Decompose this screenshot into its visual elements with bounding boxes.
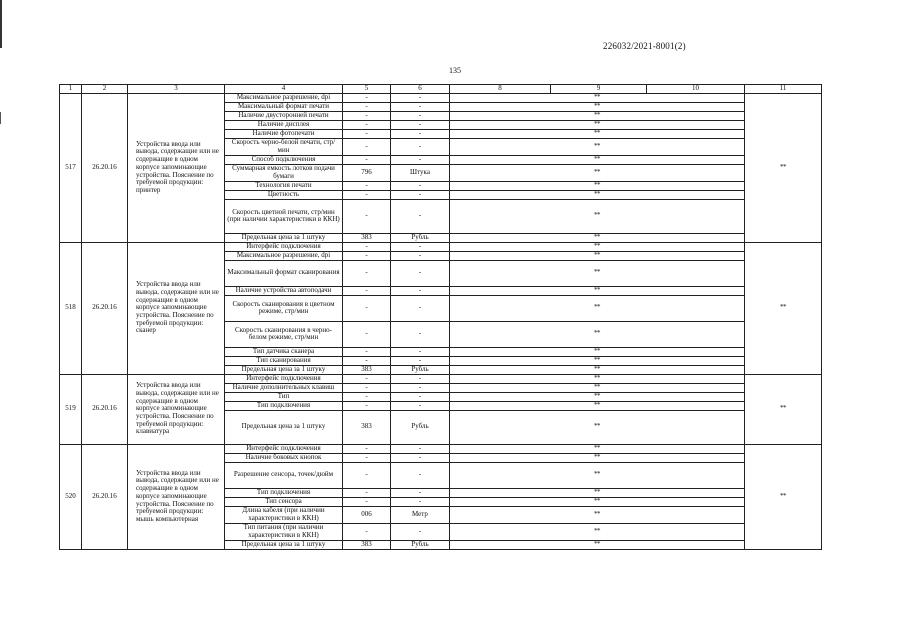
unit-code-cell: - xyxy=(343,129,391,138)
unit-code-cell: - xyxy=(343,260,391,286)
characteristic-cell: Длина кабеля (при наличии характеристики в ККН) xyxy=(225,506,343,523)
column-header: 9 xyxy=(551,85,647,94)
characteristic-cell: Скорость цветной печати, стр/мин (при наличии характеристики в ККН) xyxy=(225,199,343,233)
requirement-value-cell: ** xyxy=(450,129,745,138)
unit-code-cell: - xyxy=(343,138,391,155)
characteristic-cell: Цветность xyxy=(225,190,343,199)
product-name-cell: Устройства ввода или вывода, содержащие или не содержащие в одном корпусе запоминающие устройства. Пояснение по требуемой продукции: клавиатура xyxy=(128,374,225,444)
unit-name-cell: - xyxy=(391,102,450,111)
unit-code-cell: - xyxy=(343,181,391,190)
requirement-value-cell: ** xyxy=(450,374,745,383)
requirement-value-cell: ** xyxy=(450,356,745,365)
requirement-value-cell: ** xyxy=(450,488,745,497)
unit-name-cell: - xyxy=(391,242,450,251)
table-body xyxy=(60,93,822,549)
characteristic-cell: Интерфейс подключения xyxy=(225,242,343,251)
characteristic-cell: Скорость черно-белой печати, стр/мин xyxy=(225,138,343,155)
unit-name-cell: - xyxy=(391,401,450,410)
requirement-value-cell: ** xyxy=(450,190,745,199)
unit-code-cell: - xyxy=(343,102,391,111)
characteristic-cell: Скорость сканирования в черно-белом режиме, стр/мин xyxy=(225,321,343,347)
unit-code-cell: 383 xyxy=(343,233,391,242)
table-row xyxy=(60,242,822,251)
unit-name-cell: - xyxy=(391,190,450,199)
page-number: 135 xyxy=(449,66,461,75)
unit-code-cell: - xyxy=(343,497,391,506)
table-row xyxy=(60,374,822,383)
scan-edge-mark xyxy=(0,0,5,48)
column-header: 11 xyxy=(745,85,822,94)
requirement-value-cell: ** xyxy=(450,93,745,102)
unit-code-cell: - xyxy=(343,120,391,129)
position-number-cell: 520 xyxy=(60,444,82,549)
column-header: 2 xyxy=(82,85,128,94)
unit-name-cell: - xyxy=(391,155,450,164)
characteristic-cell: Тип сканирования xyxy=(225,356,343,365)
characteristic-cell: Максимальный формат печати xyxy=(225,102,343,111)
note-cell: ** xyxy=(745,93,822,242)
requirement-value-cell: ** xyxy=(450,181,745,190)
unit-name-cell: - xyxy=(391,356,450,365)
unit-name-cell: - xyxy=(391,120,450,129)
unit-code-cell: - xyxy=(343,155,391,164)
characteristic-cell: Максимальное разрешение, dpi xyxy=(225,93,343,102)
unit-name-cell: Рубль xyxy=(391,540,450,549)
unit-code-cell: - xyxy=(343,242,391,251)
characteristic-cell: Наличие двусторонней печати xyxy=(225,111,343,120)
requirement-value-cell: ** xyxy=(450,453,745,462)
unit-name-cell: - xyxy=(391,374,450,383)
unit-code-cell: - xyxy=(343,347,391,356)
requirement-value-cell: ** xyxy=(450,506,745,523)
characteristic-cell: Наличие дополнительных клавиш xyxy=(225,383,343,392)
characteristic-cell: Наличие боковых кнопок xyxy=(225,453,343,462)
characteristic-cell: Тип питания (при наличии характеристики в ККН) xyxy=(225,523,343,540)
characteristic-cell: Тип xyxy=(225,392,343,401)
unit-code-cell: - xyxy=(343,321,391,347)
note-cell: ** xyxy=(745,242,822,374)
note-cell: ** xyxy=(745,374,822,444)
position-number-cell: 518 xyxy=(60,242,82,374)
requirement-value-cell: ** xyxy=(450,233,745,242)
characteristic-cell: Тип датчика сканера xyxy=(225,347,343,356)
requirement-value-cell: ** xyxy=(450,295,745,321)
column-header: 10 xyxy=(647,85,745,94)
unit-name-cell: - xyxy=(391,181,450,190)
requirement-value-cell: ** xyxy=(450,164,745,181)
column-header: 6 xyxy=(391,85,450,94)
requirement-value-cell: ** xyxy=(450,392,745,401)
requirement-value-cell: ** xyxy=(450,155,745,164)
product-name-cell: Устройства ввода или вывода, содержащие или не содержащие в одном корпусе запоминающие устройства. Пояснение по требуемой продукции: принтер xyxy=(128,93,225,242)
requirement-value-cell: ** xyxy=(450,497,745,506)
unit-code-cell: - xyxy=(343,453,391,462)
unit-name-cell: - xyxy=(391,199,450,233)
characteristic-cell: Наличие дисплея xyxy=(225,120,343,129)
unit-code-cell: - xyxy=(343,383,391,392)
unit-code-cell: 383 xyxy=(343,365,391,374)
characteristic-cell: Наличие устройства автоподачи xyxy=(225,286,343,295)
column-header: 8 xyxy=(450,85,551,94)
requirement-value-cell: ** xyxy=(450,199,745,233)
okpd2-code-cell: 26.20.16 xyxy=(82,444,128,549)
characteristic-cell: Скорость сканирования в цветном режиме, стр/мин xyxy=(225,295,343,321)
requirement-value-cell: ** xyxy=(450,523,745,540)
unit-code-cell: - xyxy=(343,462,391,488)
product-name-cell: Устройства ввода или вывода, содержащие или не содержащие в одном корпусе запоминающие устройства. Пояснение по требуемой продукции: сканер xyxy=(128,242,225,374)
characteristic-cell: Способ подключения xyxy=(225,155,343,164)
requirement-value-cell: ** xyxy=(450,321,745,347)
unit-code-cell: 383 xyxy=(343,540,391,549)
requirement-value-cell: ** xyxy=(450,286,745,295)
product-name-cell: Устройства ввода или вывода, содержащие или не содержащие в одном корпусе запоминающие устройства. Пояснение по требуемой продукции: мышь компьютерная xyxy=(128,444,225,549)
requirement-value-cell: ** xyxy=(450,260,745,286)
unit-code-cell: - xyxy=(343,93,391,102)
unit-code-cell: - xyxy=(343,392,391,401)
position-number-cell: 517 xyxy=(60,93,82,242)
characteristic-cell: Предельная цена за 1 штуку xyxy=(225,233,343,242)
unit-name-cell: Штука xyxy=(391,164,450,181)
requirement-value-cell: ** xyxy=(450,251,745,260)
column-header: 3 xyxy=(128,85,225,94)
unit-name-cell: - xyxy=(391,453,450,462)
column-header: 4 xyxy=(225,85,343,94)
requirement-value-cell: ** xyxy=(450,540,745,549)
characteristic-cell: Суммарная емкость лотков подачи бумаги xyxy=(225,164,343,181)
characteristic-cell: Максимальное разрешение, dpi xyxy=(225,251,343,260)
table-row xyxy=(60,93,822,102)
requirement-value-cell: ** xyxy=(450,383,745,392)
unit-code-cell: - xyxy=(343,356,391,365)
characteristic-cell: Разрешение сенсора, точек/дюйм xyxy=(225,462,343,488)
unit-name-cell: - xyxy=(391,488,450,497)
unit-code-cell: - xyxy=(343,190,391,199)
requirement-value-cell: ** xyxy=(450,410,745,444)
position-number-cell: 519 xyxy=(60,374,82,444)
unit-code-cell: 006 xyxy=(343,506,391,523)
unit-name-cell: - xyxy=(391,111,450,120)
characteristic-cell: Тип подключения xyxy=(225,401,343,410)
okpd2-code-cell: 26.20.16 xyxy=(82,93,128,242)
characteristic-cell: Предельная цена за 1 штуку xyxy=(225,410,343,444)
okpd2-code-cell: 26.20.16 xyxy=(82,242,128,374)
requirements-table xyxy=(59,84,822,550)
characteristic-cell: Предельная цена за 1 штуку xyxy=(225,365,343,374)
unit-name-cell: - xyxy=(391,523,450,540)
characteristic-cell: Интерфейс подключения xyxy=(225,374,343,383)
note-cell: ** xyxy=(745,444,822,549)
column-header: 1 xyxy=(60,85,82,94)
requirement-value-cell: ** xyxy=(450,444,745,453)
unit-code-cell: - xyxy=(343,374,391,383)
unit-name-cell: Рубль xyxy=(391,410,450,444)
document-number: 226032/2021-8001(2) xyxy=(603,41,686,51)
requirement-value-cell: ** xyxy=(450,347,745,356)
unit-code-cell: - xyxy=(343,251,391,260)
requirement-value-cell: ** xyxy=(450,242,745,251)
unit-name-cell: - xyxy=(391,129,450,138)
unit-code-cell: - xyxy=(343,295,391,321)
unit-code-cell: - xyxy=(343,111,391,120)
requirement-value-cell: ** xyxy=(450,111,745,120)
unit-name-cell: - xyxy=(391,444,450,453)
requirement-value-cell: ** xyxy=(450,102,745,111)
characteristic-cell: Максимальный формат сканирования xyxy=(225,260,343,286)
okpd2-code-cell: 26.20.16 xyxy=(82,374,128,444)
unit-code-cell: 796 xyxy=(343,164,391,181)
unit-name-cell: - xyxy=(391,260,450,286)
unit-code-cell: - xyxy=(343,488,391,497)
unit-name-cell: Рубль xyxy=(391,365,450,374)
unit-name-cell: - xyxy=(391,497,450,506)
unit-name-cell: - xyxy=(391,286,450,295)
characteristic-cell: Тип сенсора xyxy=(225,497,343,506)
unit-name-cell: - xyxy=(391,93,450,102)
unit-code-cell: - xyxy=(343,444,391,453)
requirement-value-cell: ** xyxy=(450,401,745,410)
column-header: 5 xyxy=(343,85,391,94)
unit-code-cell: - xyxy=(343,401,391,410)
characteristic-cell: Предельная цена за 1 штуку xyxy=(225,540,343,549)
requirement-value-cell: ** xyxy=(450,138,745,155)
requirement-value-cell: ** xyxy=(450,462,745,488)
header-row xyxy=(60,85,822,94)
requirement-value-cell: ** xyxy=(450,120,745,129)
characteristic-cell: Технология печати xyxy=(225,181,343,190)
unit-name-cell: Метр xyxy=(391,506,450,523)
unit-name-cell: Рубль xyxy=(391,233,450,242)
scan-edge-mark xyxy=(0,112,3,124)
requirement-value-cell: ** xyxy=(450,365,745,374)
unit-name-cell: - xyxy=(391,295,450,321)
unit-name-cell: - xyxy=(391,138,450,155)
characteristic-cell: Интерфейс подключения xyxy=(225,444,343,453)
unit-name-cell: - xyxy=(391,321,450,347)
unit-name-cell: - xyxy=(391,251,450,260)
unit-code-cell: - xyxy=(343,199,391,233)
characteristic-cell: Тип подключения xyxy=(225,488,343,497)
unit-code-cell: - xyxy=(343,523,391,540)
unit-code-cell: - xyxy=(343,286,391,295)
table-row xyxy=(60,444,822,453)
unit-name-cell: - xyxy=(391,462,450,488)
characteristic-cell: Наличие фотопечати xyxy=(225,129,343,138)
unit-name-cell: - xyxy=(391,392,450,401)
unit-name-cell: - xyxy=(391,347,450,356)
unit-code-cell: 383 xyxy=(343,410,391,444)
unit-name-cell: - xyxy=(391,383,450,392)
